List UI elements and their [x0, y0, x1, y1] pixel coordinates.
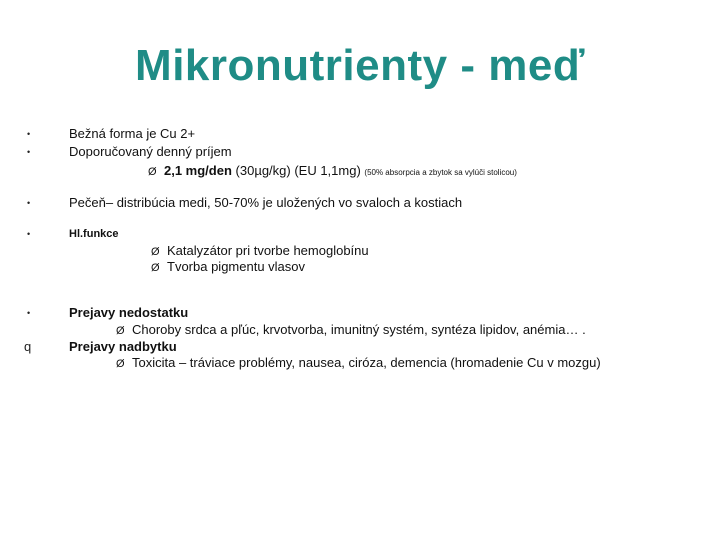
- arrow-icon: Ø: [116, 358, 125, 370]
- bullet-dot: •: [27, 229, 31, 239]
- arrow-icon: Ø: [148, 166, 157, 178]
- slide-title: Mikronutrienty - meď: [135, 41, 585, 90]
- bullet-dot: •: [27, 129, 31, 139]
- bullet-dot: •: [27, 308, 31, 318]
- dose-detail: (30µg/kg) (EU 1,1mg): [231, 163, 365, 178]
- checkbox-bullet-icon: q: [24, 339, 32, 354]
- dose-value: 2,1 mg/den: [164, 163, 232, 178]
- item-text: Hl.funkce: [69, 228, 119, 240]
- item-text: Prejavy nadbytku: [69, 339, 177, 354]
- sub-item-text: Katalyzátor pri tvorbe hemoglobínu: [167, 243, 369, 258]
- sub-item-text: Toxicita – tráviace problémy, nausea, ciróza, demencia (hromadenie Cu v mozgu): [132, 355, 601, 370]
- bullet-dot: •: [27, 198, 31, 208]
- bullet-dot: •: [27, 147, 31, 157]
- item-text: Doporučovaný denný príjem: [69, 144, 232, 159]
- arrow-icon: Ø: [151, 246, 160, 258]
- item-text: Prejavy nedostatku: [69, 305, 189, 320]
- sub-item-text: Tvorba pigmentu vlasov: [167, 259, 306, 274]
- arrow-icon: Ø: [151, 262, 160, 274]
- item-text: Pečeň– distribúcia medi, 50-70% je uložených vo svaloch a kostiach: [69, 195, 463, 210]
- item-text: Bežná forma je Cu 2+: [69, 126, 196, 141]
- sub-item-text: Choroby srdca a pľúc, krvotvorba, imunitný systém, syntéza lipidov, anémia… .: [132, 322, 586, 337]
- arrow-icon: Ø: [116, 325, 125, 337]
- dose-note: (50% absorpcia a zbytok sa vylúči stolicou): [364, 168, 517, 177]
